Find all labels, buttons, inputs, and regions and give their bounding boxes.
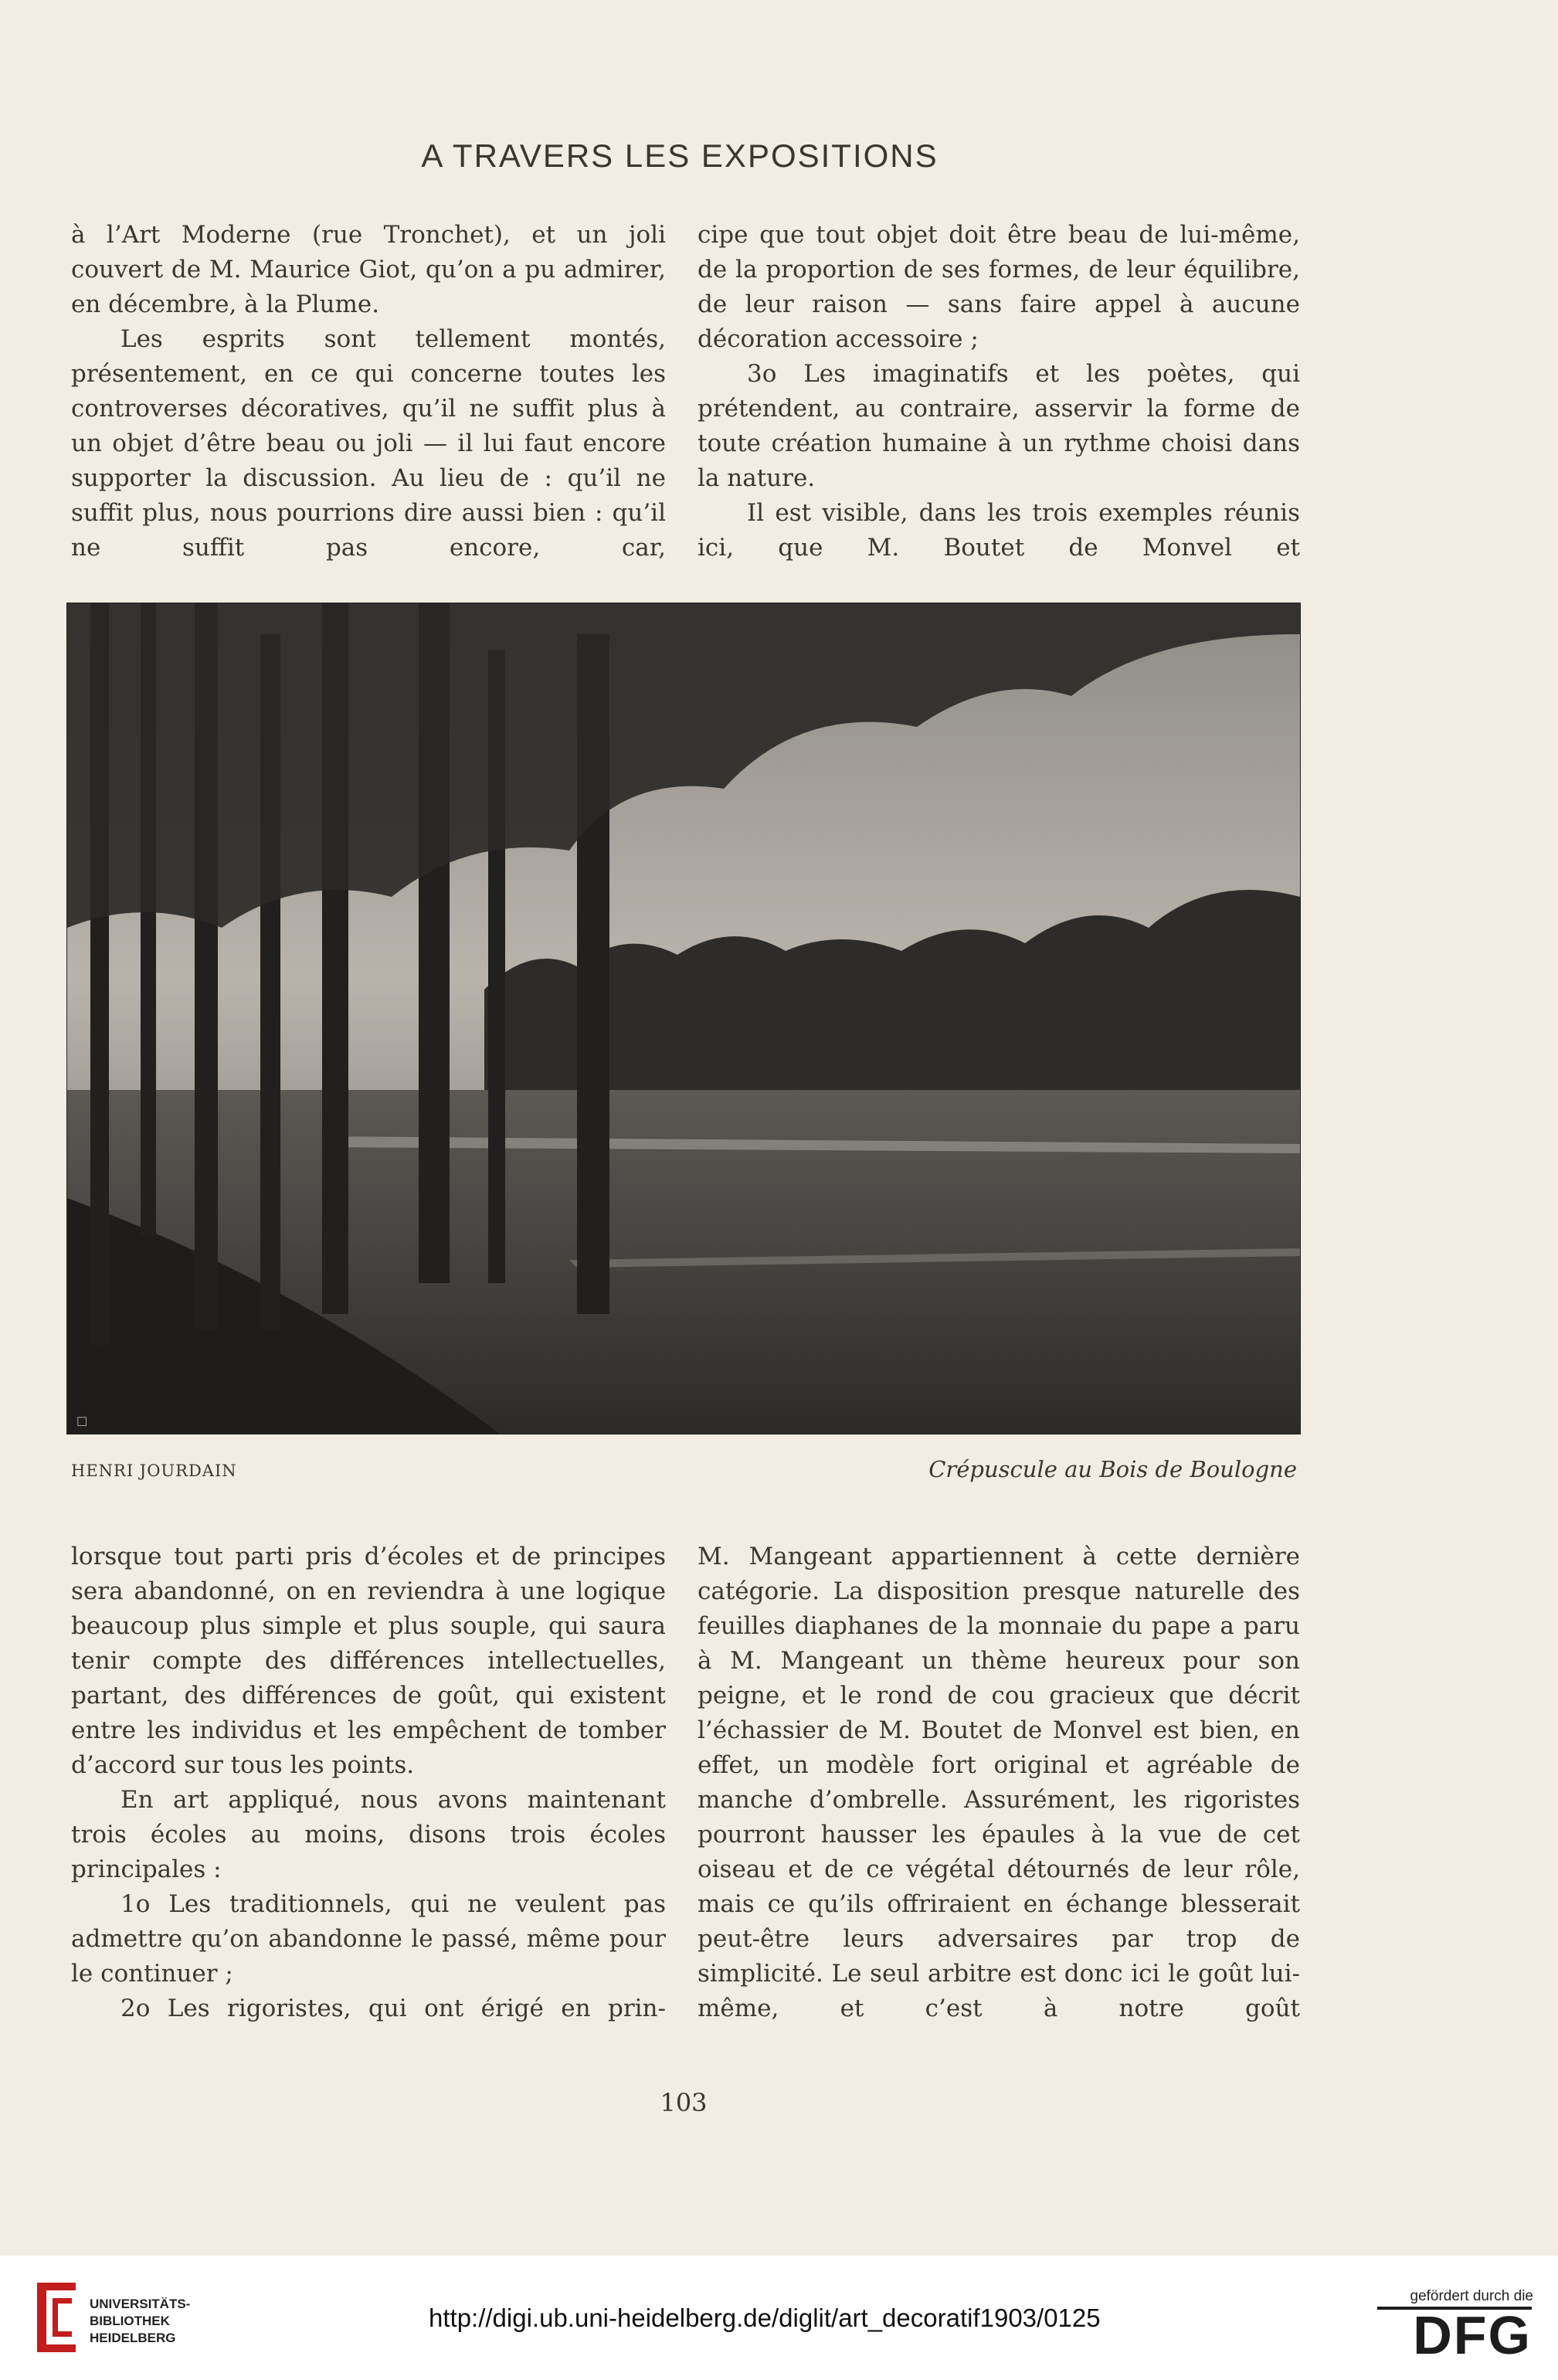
library-line: UNIVERSITÄTS- — [90, 2297, 191, 2311]
bottom-left-column — [71, 1540, 666, 2026]
page-number: 103 — [660, 2088, 708, 2117]
library-line: BIBLIOTHEK — [90, 2314, 170, 2328]
figure-title: Crépuscule au Bois de Boulogne — [928, 1456, 1297, 1482]
digitization-footer — [0, 2256, 1558, 2380]
painting-signature: ☐ — [76, 1416, 88, 1429]
paragraph: à l’Art Moderne (rue Tronchet), et un joli couvert de M. Maurice Giot, qu’on a pu admirer, en décembre, à la Plume. — [71, 221, 666, 318]
running-header: A TRAVERS LES EXPOSITIONS — [421, 138, 939, 174]
paragraph: En art appliqué, nous avons maintenant trois écoles au moins, disons trois écoles principales : — [71, 1786, 666, 1883]
dfg-logo: DFG — [1413, 2305, 1532, 2365]
bottom-right-column — [698, 1540, 1300, 2026]
funding-label: gefördert durch die — [1410, 2288, 1533, 2304]
library-name — [90, 2296, 190, 2347]
paragraph: cipe que tout objet doit être beau de lui-même, de la proportion de ses formes, de leur équilibre, de leur raison — sans faire appel à aucune décoration accessoire ; — [698, 221, 1300, 353]
paragraph: 1o Les traditionnels, qui ne veulent pas admettre qu’on abandonne le passé, même pour le continuer ; — [71, 1890, 666, 1988]
top-right-column — [698, 218, 1300, 565]
figure-artist: HENRI JOURDAIN — [71, 1462, 237, 1480]
top-left-column — [71, 218, 666, 565]
university-library-logo-icon — [29, 2279, 83, 2359]
paragraph: M. Mangeant appartiennent à cette dernière catégorie. La disposition presque naturelle des feuilles diaphanes de la monnaie du pape a paru à M. Mangeant un thème heureux pour son peigne, et le rond de cou gracieux que décrit l’échassier de M. Boutet de Monvel est bien, en effet, un modèle fort original et agréable de manche d’ombrelle. Assurément, les rigoristes pourront hausser les épaules à la vue de cet oiseau et de ce végétal détournés de leur rôle, mais ce qu’ils offriraient en échange blesserait peut-être leurs adversaires par trop de simplicité. Le seul arbitre est donc ici le goût lui-même, et c’est à notre goût — [698, 1543, 1300, 2022]
paragraph: Les esprits sont tellement montés, présentement, en ce qui concerne toutes les controverses décoratives, qu’il ne suffit plus à un objet d’être beau ou joli — il lui faut encore supporter la discussion. Au lieu de : qu’il ne suffit plus, nous pourrions dire aussi bien : qu’il ne suffit pas encore, car, — [71, 325, 666, 562]
painting-photograph — [66, 603, 1301, 1434]
paragraph: Il est visible, dans les trois exemples réunis ici, que M. Boutet de Monvel et — [698, 499, 1300, 562]
permalink[interactable]: http://digi.ub.uni-heidelberg.de/diglit/art_decoratif1903/0125 — [429, 2304, 1101, 2332]
paragraph: 2o Les rigoristes, qui ont érigé en prin- — [120, 1995, 666, 2022]
paragraph: lorsque tout parti pris d’écoles et de principes sera abandonné, on en reviendra à une logique beaucoup plus simple et plus souple, qui saura tenir compte des différences intellectuelles, partant, des différences de goût, qui existent entre les individus et les empêchent de tomber d’accord sur tous les points. — [71, 1543, 666, 1779]
library-line: HEIDELBERG — [90, 2331, 176, 2345]
paragraph: 3o Les imaginatifs et les poètes, qui prétendent, au contraire, asservir la forme de toute création humaine à un rythme choisi dans la nature. — [698, 360, 1300, 492]
